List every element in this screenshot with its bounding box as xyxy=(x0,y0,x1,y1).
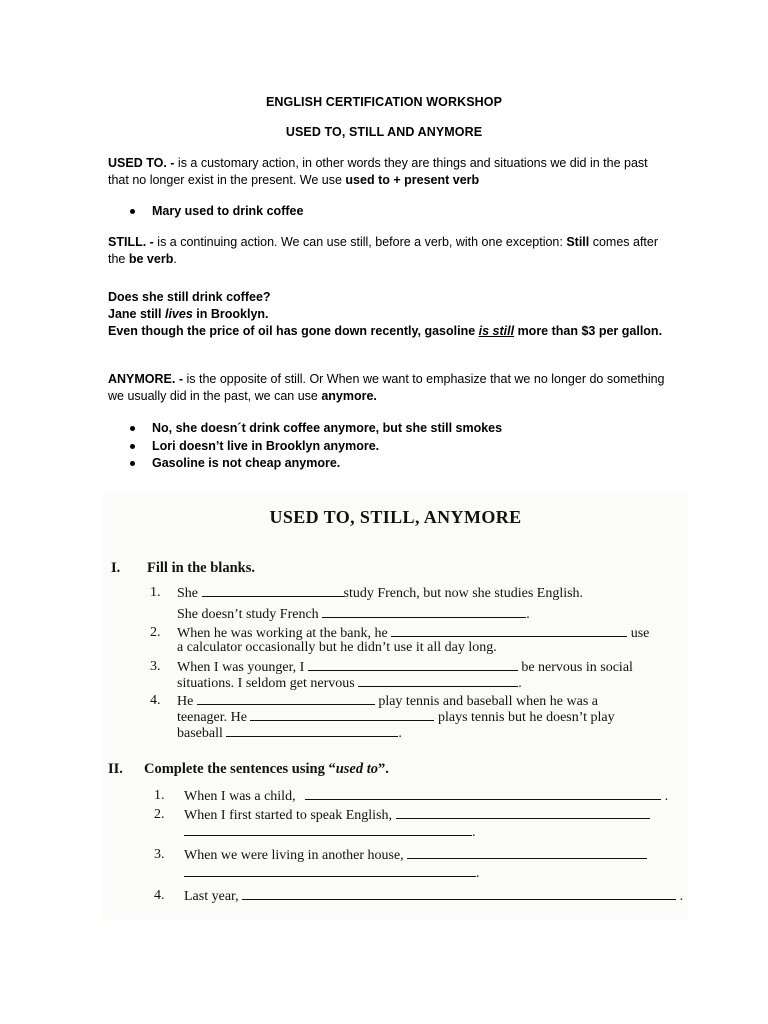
item-text: When we were living in another house, xyxy=(184,848,404,863)
section-1-title: Fill in the blanks. xyxy=(147,560,255,576)
answer-blank[interactable] xyxy=(250,708,434,721)
section-2-title-b: ”. xyxy=(378,761,389,777)
item-text: She xyxy=(177,586,198,601)
document-title: ENGLISH CERTIFICATION WORKSHOP xyxy=(265,95,503,109)
item-number: 4. xyxy=(150,693,161,708)
item-text: When I was a child, xyxy=(184,789,296,804)
used-to-examples xyxy=(108,203,668,221)
answer-blank[interactable] xyxy=(184,823,472,836)
document-subtitle: USED TO, STILL AND ANYMORE xyxy=(285,125,483,139)
still-example-2-italic: lives xyxy=(164,307,193,321)
item-number: 3. xyxy=(150,659,161,674)
still-desc-3: . xyxy=(173,251,177,266)
still-example-2-a: Jane still xyxy=(108,307,165,321)
list-item: Lori doesn’t live in Brooklyn anymore. xyxy=(108,438,668,456)
answer-blank[interactable] xyxy=(396,806,650,819)
still-desc-bold-2: be verb xyxy=(128,251,174,266)
item-text: plays tennis but he doesn’t play xyxy=(437,710,615,725)
item-text: use xyxy=(630,626,650,641)
item-number: 4. xyxy=(154,888,165,903)
item-number: 2. xyxy=(154,807,165,822)
item-text: be nervous in social xyxy=(521,660,633,675)
answer-blank[interactable] xyxy=(305,787,661,800)
still-example-3-underline: is still xyxy=(478,324,515,338)
item-text: When I was younger, I xyxy=(177,660,305,675)
still-example-3-a: Even though the price of oil has gone down recently, gasoline xyxy=(108,324,479,338)
item-text: . xyxy=(664,789,669,804)
item-number: 3. xyxy=(154,847,165,862)
item-text: situations. I seldom get nervous xyxy=(177,676,355,691)
item-text: Last year, xyxy=(184,889,239,904)
anymore-desc: is the opposite of still. Or When we want to emphasize that we no longer do something we usually did in the past, we can use xyxy=(108,372,665,403)
list-item: Mary used to drink coffee xyxy=(108,203,668,221)
answer-blank[interactable] xyxy=(184,864,476,877)
anymore-desc-bold: anymore. xyxy=(321,388,377,403)
item-text: a calculator occasionally but he didn’t use it all day long. xyxy=(177,640,497,655)
section-2-number: II. xyxy=(108,761,123,777)
item-text: . xyxy=(398,726,402,741)
item-text: baseball xyxy=(177,726,223,741)
worksheet-title: USED TO, STILL, ANYMORE xyxy=(269,507,522,527)
anymore-definition xyxy=(108,371,668,404)
still-example-3-b: more than $3 per gallon. xyxy=(514,324,663,338)
still-example-3 xyxy=(108,323,668,340)
section-2-title xyxy=(144,761,389,778)
answer-blank[interactable] xyxy=(226,724,398,737)
item-text: study French, but now she studies English. xyxy=(343,586,584,601)
item-number: 2. xyxy=(150,625,161,640)
still-term: STILL. - xyxy=(108,235,154,249)
item-text: When I first started to speak English, xyxy=(184,808,393,823)
section-2-title-a: Complete the sentences using “ xyxy=(144,761,336,777)
used-to-desc-bold: used to + present verb xyxy=(345,172,480,187)
answer-blank[interactable] xyxy=(407,846,647,859)
item-text: He xyxy=(177,694,194,709)
answer-blank[interactable] xyxy=(391,624,627,637)
still-examples xyxy=(108,289,668,340)
still-desc-2: comes after the xyxy=(108,235,659,266)
item-number: 1. xyxy=(154,788,165,803)
item-text: . xyxy=(526,607,530,622)
section-2-title-italic: used to xyxy=(335,761,379,777)
answer-blank[interactable] xyxy=(202,584,344,597)
item-text: . xyxy=(476,866,480,881)
item-number: 1. xyxy=(150,585,161,600)
anymore-examples xyxy=(108,420,668,473)
answer-blank[interactable] xyxy=(197,692,375,705)
still-desc-1: is a continuing action. We can use still, before a verb, with one exception: xyxy=(153,235,567,249)
still-example-2-b: in Brooklyn. xyxy=(192,307,269,321)
still-desc-bold-1: Still xyxy=(566,235,590,249)
used-to-desc: is a customary action, in other words they are things and situations we did in the past that no longer exist in the present. We use xyxy=(108,156,648,187)
list-item: No, she doesn´t drink coffee anymore, but she still smokes xyxy=(108,420,668,438)
anymore-term: ANYMORE. - xyxy=(108,372,183,386)
answer-blank[interactable] xyxy=(322,605,526,618)
answer-blank[interactable] xyxy=(358,674,518,687)
list-item: Gasoline is not cheap anymore. xyxy=(108,455,668,473)
item-text: She doesn’t study French xyxy=(177,607,319,622)
still-example-1: Does she still drink coffee? xyxy=(108,290,271,304)
still-definition xyxy=(108,234,668,267)
section-1-number: I. xyxy=(111,560,121,576)
item-text: When he was working at the bank, he xyxy=(177,626,388,641)
answer-blank[interactable] xyxy=(242,887,676,900)
worksheet-scan xyxy=(103,493,688,921)
still-example-2 xyxy=(108,306,668,323)
item-text: teenager. He xyxy=(177,710,247,725)
used-to-definition xyxy=(108,155,668,188)
used-to-term: USED TO. - xyxy=(108,156,175,170)
item-text: . xyxy=(472,825,476,840)
item-text: . xyxy=(679,889,684,904)
answer-blank[interactable] xyxy=(308,658,518,671)
item-text: play tennis and baseball when he was a xyxy=(378,694,598,709)
item-text: . xyxy=(518,676,522,691)
